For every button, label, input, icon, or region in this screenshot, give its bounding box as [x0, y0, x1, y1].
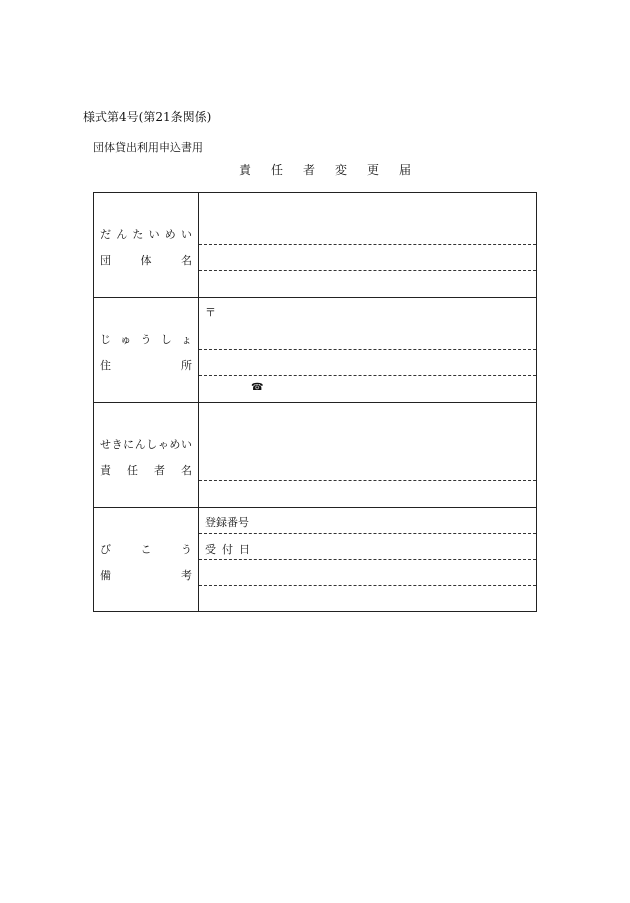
remarks-label	[94, 508, 199, 611]
registration-number-label: 登録番号	[205, 516, 249, 529]
remarks-furigana: び こ う	[100, 543, 192, 556]
group-name-furigana: だ ん た い め い	[100, 228, 192, 241]
dashed-line	[199, 375, 536, 376]
title-char: 変	[335, 163, 348, 177]
title-char: 責	[238, 163, 251, 177]
title-char: 任	[270, 163, 283, 177]
dashed-line	[199, 270, 536, 271]
responsible-person-field[interactable]	[199, 403, 536, 507]
form-number: 様式第4号(第21条関係)	[83, 110, 212, 124]
received-date-label: 受 付 日	[205, 543, 250, 556]
dashed-line	[199, 585, 536, 586]
form-table	[93, 192, 537, 612]
address-label	[94, 298, 199, 402]
responsible-person-furigana: せ き に ん し ゃ め い	[100, 438, 192, 451]
address-row	[94, 298, 536, 403]
group-name-kanji: 団 体 名	[100, 254, 192, 267]
form-title	[0, 161, 630, 178]
title-char: 更	[367, 163, 380, 177]
remarks-field[interactable]	[199, 508, 536, 611]
dashed-line	[199, 244, 536, 245]
responsible-person-label	[94, 403, 199, 507]
remarks-kanji: 備 考	[100, 569, 192, 582]
dashed-line	[199, 349, 536, 350]
remarks-row	[94, 508, 536, 611]
postal-mark: 〒	[205, 306, 216, 319]
group-name-row	[94, 193, 536, 298]
dashed-line	[199, 533, 536, 534]
address-kanji: 住 所	[100, 359, 192, 372]
address-field[interactable]	[199, 298, 536, 402]
phone-icon: ☎	[251, 382, 264, 393]
responsible-person-row	[94, 403, 536, 508]
dashed-line	[199, 480, 536, 481]
title-char: 者	[302, 163, 315, 177]
title-char: 届	[399, 163, 412, 177]
group-name-label	[94, 193, 199, 297]
group-name-field[interactable]	[199, 193, 536, 297]
address-furigana: じ ゅ う し ょ	[100, 333, 192, 346]
responsible-person-kanji: 責 任 者 名	[100, 464, 192, 477]
dashed-line	[199, 559, 536, 560]
form-usage: 団体貸出利用申込書用	[93, 141, 203, 154]
